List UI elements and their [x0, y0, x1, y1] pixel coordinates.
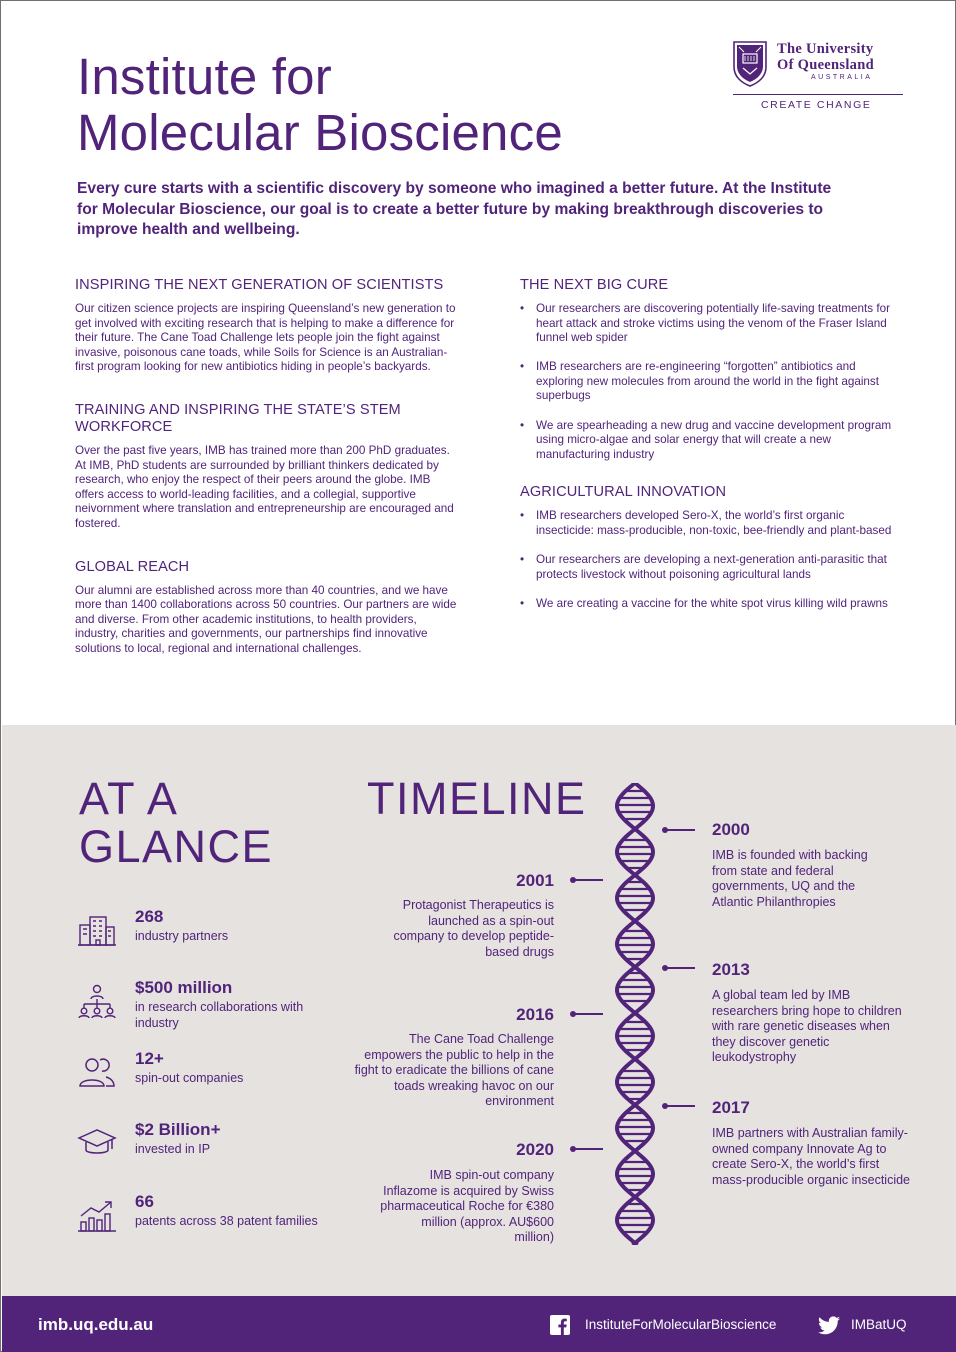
- intro-statement: Every cure starts with a scientific discovery by someone who imagined a better future. At the Institute for Molecular Bioscience, our goal is to create a better future by making breakthrough discoveries to improve health and wellbeing.: [77, 180, 832, 238]
- section-body: Our citizen science projects are inspiring Queensland’s new generation to get involved with exciting research that is helping to make a difference for their future. The Cane Toad Challenge lets people join the fight against invasive, poisonous cane toads, while Soils for Science is an Australian-first program looking for new antibiotics hiding in people’s backyards.: [75, 302, 456, 374]
- stat-value: $500 million: [135, 978, 233, 997]
- timeline-connector: [665, 967, 695, 969]
- timeline-year: 2020: [516, 1140, 554, 1159]
- timeline-year: 2000: [712, 820, 750, 839]
- title-line-2: Molecular Bioscience: [77, 104, 563, 161]
- people-network-icon: [77, 984, 117, 1018]
- timeline-text: The Cane Toad Challenge empowers the public to help in the fight to eradicate the billions of cane toads wreaking havoc on our environment: [354, 1032, 554, 1108]
- section-heading: AGRICULTURAL INNOVATION: [520, 484, 727, 501]
- timeline-connector: [573, 1013, 603, 1015]
- bullet-list: [520, 509, 896, 611]
- title-line-1: Institute for: [77, 48, 332, 105]
- graduation-cap-icon: [77, 1126, 117, 1160]
- stat-value: 268: [135, 907, 164, 926]
- stat-label: spin-out companies: [135, 1071, 244, 1085]
- timeline-text: IMB spin-out company Inflazome is acquired by Swiss pharmaceutical Roche for €380 million (approx. AU$600 million): [380, 1168, 554, 1244]
- facebook-icon[interactable]: [550, 1315, 570, 1335]
- left-column: [75, 277, 459, 657]
- list-item: • IMB researchers are re-engineering “forgotten” antibiotics and exploring new molecules from around the world in the fight against superbugs: [520, 360, 896, 404]
- list-item: • IMB researchers developed Sero-X, the world’s first organic insecticide: mass-producible, non-toxic, bee-friendly and plant-based: [520, 509, 896, 538]
- timeline-text: IMB is founded with backing from state and federal governments, UQ and the Atlantic Philanthropies: [712, 848, 868, 909]
- timeline-year: 2016: [516, 1005, 554, 1024]
- uq-wordmark-line-1: The University: [777, 41, 874, 57]
- uq-wordmark-line-2: Of Queensland: [777, 57, 874, 73]
- timeline-connector: [573, 1148, 603, 1150]
- section-body: Over the past five years, IMB has trained more than 200 PhD graduates. At IMB, PhD students are surrounded by brilliant thinkers dedicated by research, who enjoy the respect of their peers around the globe. IMB offers access to world-leading facilities, and a collegial, supportive neivornment where translation and entrepreneurship are encouraged and fostered.: [75, 443, 454, 530]
- uq-logo[interactable]: [733, 41, 905, 113]
- list-item: • Our researchers are discovering potentially life-saving treatments for heart attack and stroke victims using the venom of the Fraser Island funnel web spider: [520, 302, 896, 346]
- stat-label: in research collaborations with industry: [135, 1000, 304, 1030]
- section-heading: THE NEXT BIG CURE: [520, 277, 669, 293]
- buildings-icon: [77, 913, 117, 947]
- stat-label: industry partners: [135, 929, 229, 943]
- section-agricultural-innovation: [520, 484, 896, 611]
- list-item: • Our researchers are developing a next-generation anti-parasitic that protects livestock without poisoning agricultural lands: [520, 553, 896, 582]
- section-heading: TRAINING AND INSPIRING THE STATE’S STEM WORKFORCE: [75, 401, 401, 435]
- timeline-text: Protagonist Therapeutics is launched as a spin-out company to develop peptide-based drugs: [393, 898, 554, 959]
- timeline-connector: [665, 1105, 695, 1107]
- stat-label: invested in IP: [135, 1142, 211, 1156]
- uq-wordmark: [777, 41, 874, 83]
- dna-helix-icon: [609, 783, 661, 1245]
- section-stem-workforce: [75, 402, 459, 532]
- timeline-text: IMB partners with Australian family-owned company Innovate Ag to create Sero-X, the world’s first mass-producible organic insecticide: [712, 1126, 911, 1187]
- timeline-year: 2017: [712, 1098, 750, 1117]
- two-people-icon: [77, 1055, 117, 1089]
- list-item: • We are creating a vaccine for the white spot virus killing wild prawns: [520, 597, 896, 612]
- section-heading: GLOBAL REACH: [75, 558, 190, 575]
- section-heading: INSPIRING THE NEXT GENERATION OF SCIENTISTS: [75, 277, 444, 293]
- stat-value: 66: [135, 1192, 154, 1211]
- right-column: [520, 277, 896, 626]
- logo-divider: [733, 94, 903, 95]
- stat-label: patents across 38 patent families: [135, 1214, 318, 1228]
- twitter-icon[interactable]: [818, 1316, 840, 1335]
- timeline-title: TIMELINE: [367, 773, 587, 824]
- website-link[interactable]: imb.uq.edu.au: [38, 1315, 154, 1334]
- page-title: [77, 49, 563, 161]
- facebook-handle[interactable]: InstituteForMolecularBioscience: [585, 1317, 777, 1332]
- section-next-big-cure: [520, 277, 896, 462]
- timeline-text: A global team led by IMB researchers bring hope to children with rare genetic diseases when they discover genetic leukodystrophy: [712, 988, 902, 1064]
- bullet-list: [520, 302, 896, 462]
- timeline-connector: [573, 879, 603, 881]
- section-global-reach: [75, 559, 459, 657]
- uq-crest-icon: [733, 41, 767, 87]
- uq-wordmark-line-3: AUSTRALIA: [811, 74, 873, 81]
- twitter-handle[interactable]: IMBatUQ: [851, 1317, 907, 1332]
- stat-value: 12+: [135, 1049, 164, 1068]
- stat-value: $2 Billion+: [135, 1120, 221, 1139]
- logo-tagline: CREATE CHANGE: [761, 99, 872, 111]
- at-a-glance-title: [79, 775, 273, 871]
- timeline-connector: [665, 829, 695, 831]
- glance-title-line-1: AT A: [79, 773, 179, 824]
- glance-title-line-2: GLANCE: [79, 821, 274, 872]
- timeline-year: 2001: [516, 871, 554, 890]
- timeline-year: 2013: [712, 960, 750, 979]
- footer: [2, 1296, 956, 1352]
- list-item: • We are spearheading a new drug and vaccine development program using micro-algae and solar energy that will create a new manufacturing industry: [520, 419, 896, 463]
- growth-chart-icon: [77, 1198, 117, 1232]
- section-next-generation: [75, 277, 459, 375]
- section-body: Our alumni are established across more than 40 countries, and we have more than 1400 collaborations across 50 countries. Our partners are wide and diverse. From other academic institutions, to health providers, industry, charities and governments, our partnerships find innovative solutions to local, regional and international challenges.: [75, 583, 457, 655]
